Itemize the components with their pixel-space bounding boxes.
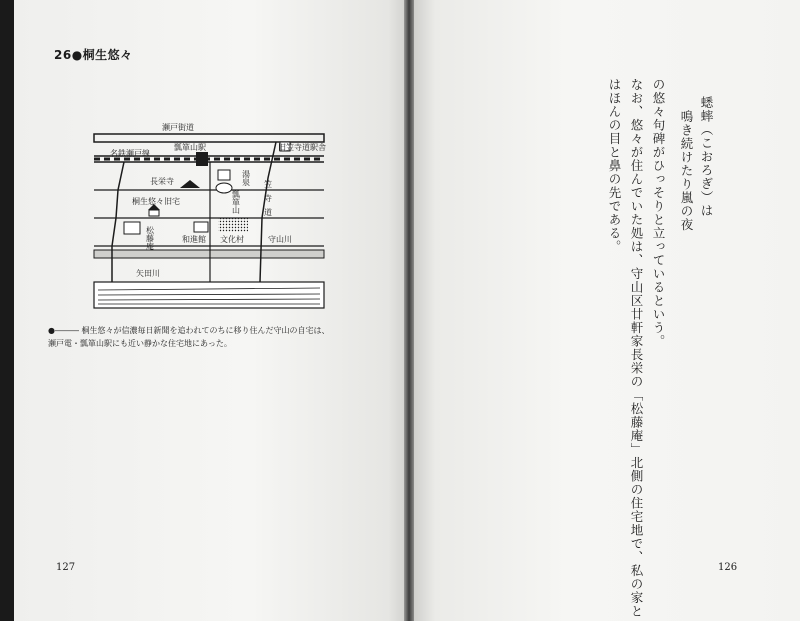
shotoan-icon — [124, 222, 140, 234]
label-yusen: 湯泉 — [241, 170, 251, 186]
tumulus-icon — [216, 183, 232, 193]
label-yada-river: 矢田川 — [136, 269, 160, 278]
label-meitetsu-seto: 名鉄瀬戸線 — [110, 149, 150, 158]
page-number-right: 126 — [718, 562, 738, 573]
caption-line-2: 瀬戸電・瓢箪山駅にも近い静かな住宅地にあった。 — [48, 339, 232, 348]
vertical-street-1 — [112, 162, 124, 282]
station-icon — [196, 152, 208, 166]
haiku-line-2: 鳴き続けたり嵐の夜 — [679, 110, 694, 232]
moriyama-river-band — [94, 250, 324, 258]
hot-spring-icon — [218, 170, 230, 180]
label-choeiji: 長栄寺 — [150, 177, 174, 186]
body-line-5: はほんの目と鼻の先である。 — [607, 78, 622, 254]
haiku-line-1: 蟋蟀（こおろぎ）は — [699, 96, 714, 218]
label-wadokan: 和進館 — [182, 235, 206, 244]
page-number-left: 127 — [56, 562, 76, 573]
label-bunkamura: 文化村 — [220, 235, 244, 244]
map-caption — [48, 324, 378, 350]
body-line-4: なお、悠々が住んでいた処は、守山区廿軒家長栄の「松藤庵」北側の住宅地で、私の家と — [629, 78, 644, 618]
wadokan-icon — [194, 222, 208, 232]
label-moriyama-river: 守山川 — [268, 235, 292, 244]
caption-line-1: ●――― 桐生悠々が信濃毎日新聞を追われてのちに移り住んだ守山の自宅は、 — [48, 326, 330, 335]
area-map-svg — [90, 118, 330, 314]
show-through-text — [440, 80, 590, 550]
label-hyotanyama-station: 瓢箪山駅 — [174, 143, 206, 152]
label-kiryu-house: 桐生悠々旧宅 — [132, 197, 180, 206]
bunkamura-area — [218, 218, 248, 232]
label-hyotanyama-mound: 瓢箪山 — [231, 190, 241, 214]
kiryu-house-body — [149, 210, 159, 216]
label-shotoan: 松藤庵 — [145, 226, 155, 250]
label-seto-kaido: 瀬戸街道 — [162, 123, 194, 132]
area-map — [90, 118, 330, 314]
seto-kaido-road — [94, 134, 324, 142]
label-kasadera-michi: 笠寺道 — [263, 180, 273, 222]
body-line-3: の悠々句碑がひっそりと立っているという。 — [651, 78, 666, 348]
label-old-station: 旧笠寺道駅舎 — [278, 143, 326, 152]
temple-icon — [180, 180, 200, 188]
book-spine — [404, 0, 414, 621]
running-head: 26●桐生悠々 — [54, 48, 133, 62]
